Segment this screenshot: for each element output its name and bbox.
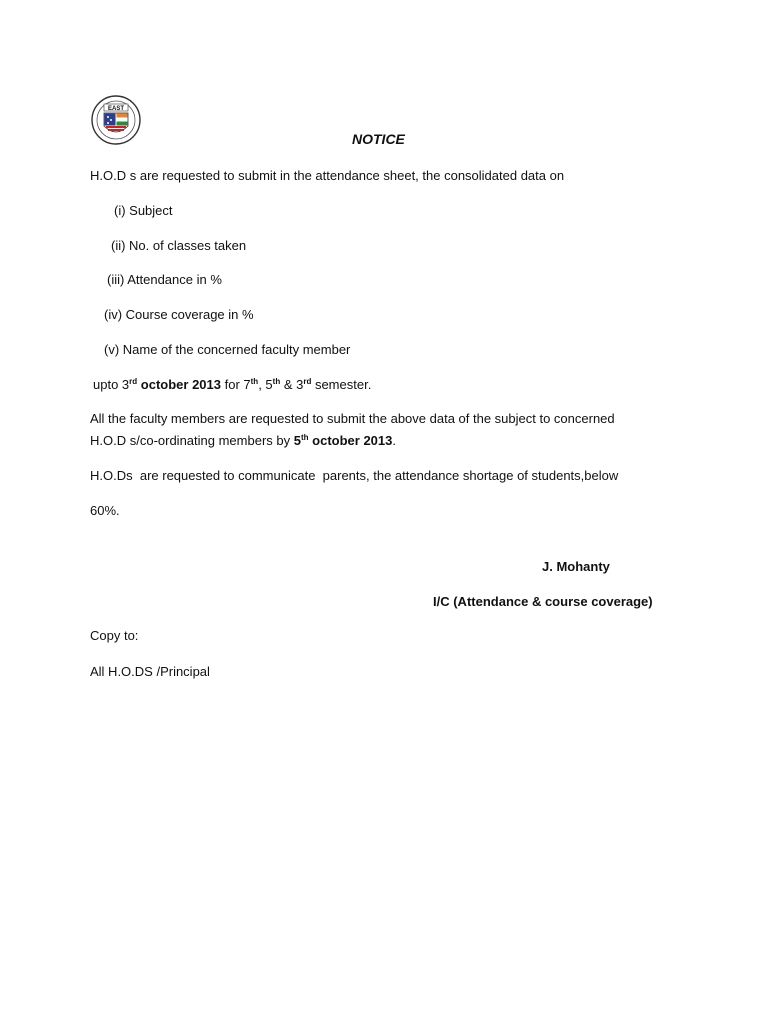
signatory-designation: I/C (Attendance & course coverage) [433, 594, 653, 609]
signatory-name: J. Mohanty [542, 559, 610, 574]
deadline-line: upto 3rd october 2013 for 7th, 5th & 3rd semester. [93, 377, 372, 392]
copy-label: Copy to: [90, 628, 139, 643]
faculty-text-line2: H.O.D s/co-ordinating members by 5th october 2013. [90, 433, 396, 448]
svg-text:EAST: EAST [107, 106, 125, 112]
hods-text-line1: H.O.Ds are requested to communicate parents, the attendance shortage of students,below [90, 468, 619, 483]
faculty-deadline-date: october 2013 [312, 433, 393, 448]
list-item: (iii) Attendance in % [107, 272, 222, 287]
intro-text: H.O.D s are requested to submit in the attendance sheet, the consolidated data on [90, 168, 565, 183]
notice-title: NOTICE [352, 131, 405, 147]
copy-recipients: All H.O.DS /Principal [90, 664, 210, 679]
list-item: (ii) No. of classes taken [111, 238, 247, 253]
deadline-date: october 2013 [140, 377, 221, 392]
college-logo-icon [90, 94, 142, 146]
list-item: (iv) Course coverage in % [104, 307, 254, 322]
list-item: (v) Name of the concerned faculty member [104, 342, 351, 357]
faculty-text-line1: All the faculty members are requested to submit the above data of the subject to concerned [90, 411, 615, 426]
hods-text-line2: 60%. [90, 503, 120, 518]
list-item: (i) Subject [114, 203, 173, 218]
